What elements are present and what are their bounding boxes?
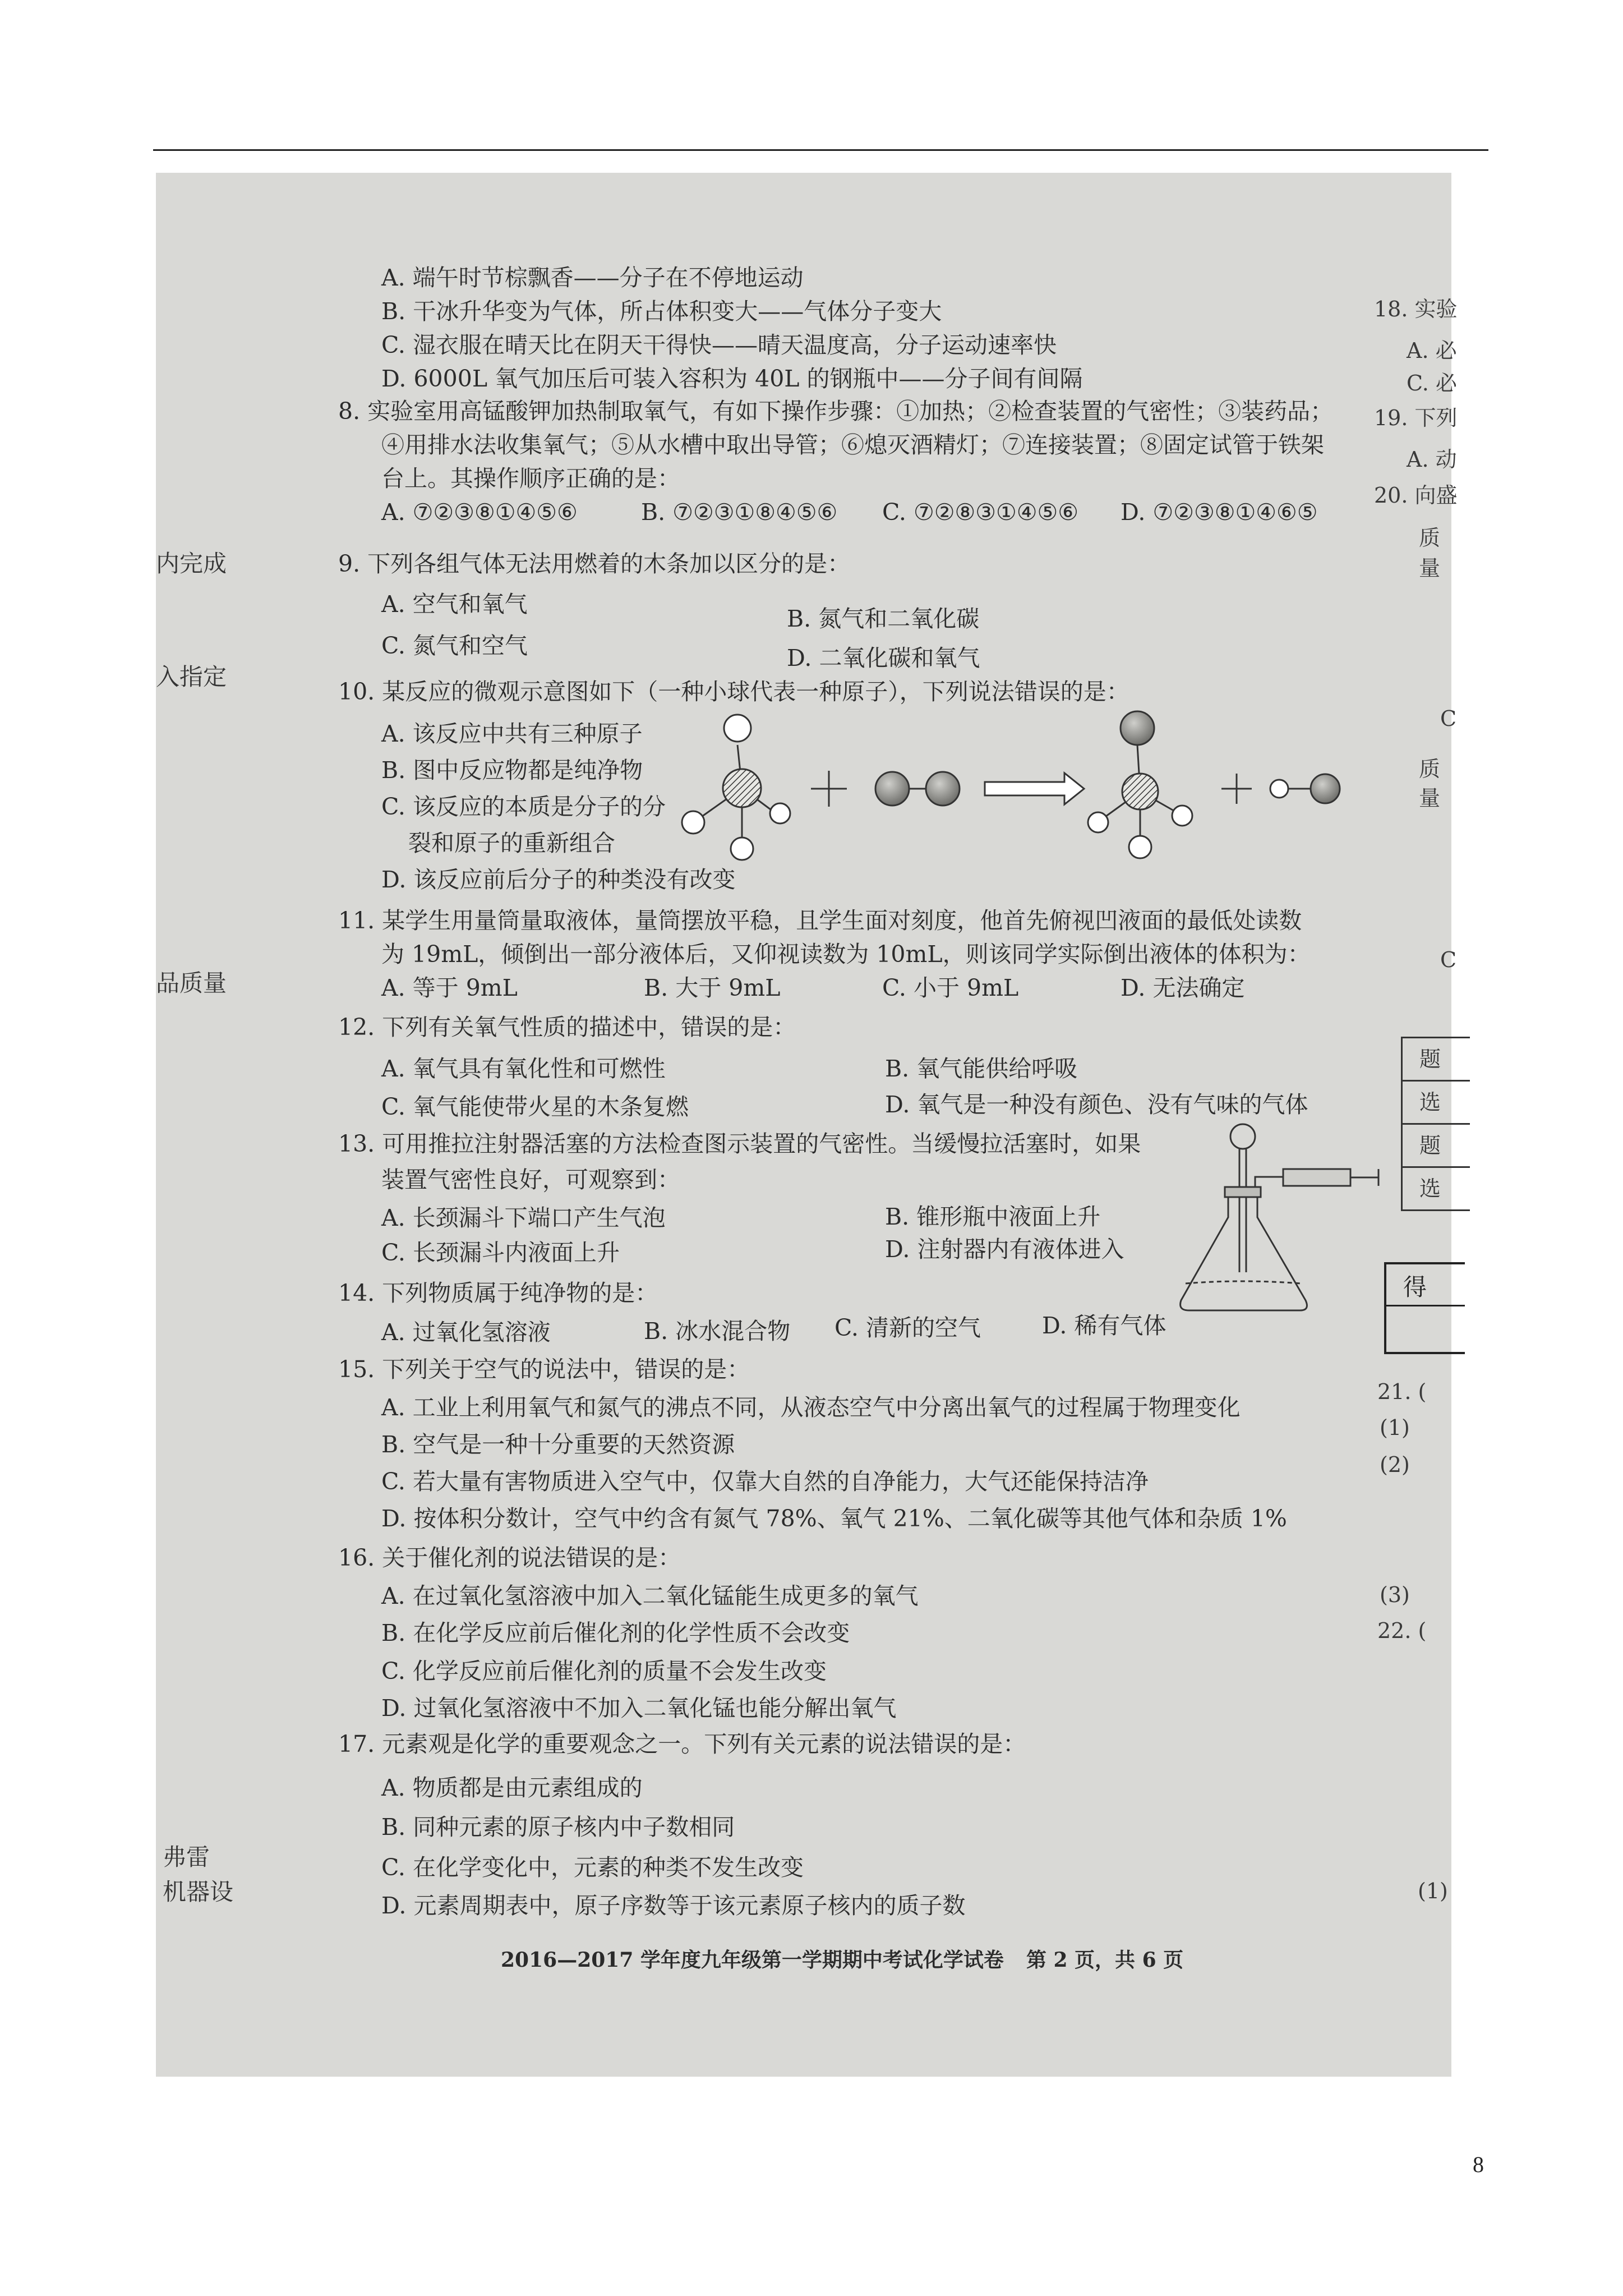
q10-stem: 10. 某反应的微观示意图如下（一种小球代表一种原子），下列说法错误的是： — [338, 678, 1129, 705]
q15-option-a: A. 工业上利用氧气和氮气的沸点不同，从液态空气中分离出氧气的过程属于物理变化 — [381, 1394, 1241, 1421]
q9-option-a: A. 空气和氧气 — [381, 591, 528, 618]
right-fragment: (1) — [1418, 1879, 1448, 1903]
q16-stem: 16. 关于催化剂的说法错误的是： — [338, 1544, 681, 1571]
answer-grid-fragment — [1401, 1037, 1470, 1211]
margin-fragment: 内完成 — [156, 550, 227, 577]
footer-title: 2016—2017 学年度九年级第一学期期中考试化学试卷 — [501, 1948, 1004, 1972]
margin-fragment: 品质量 — [156, 969, 227, 997]
q9-stem: 9. 下列各组气体无法用燃着的木条加以区分的是： — [338, 550, 851, 577]
answer-grid-cell: 选 — [1403, 1168, 1470, 1211]
airtightness-apparatus — [156, 173, 1451, 2077]
q15-stem: 15. 下列关于空气的说法中，错误的是： — [338, 1356, 750, 1383]
q7-option-c: C. 湿衣服在晴天比在阴天干得快——晴天温度高，分子运动速率快 — [381, 332, 1057, 358]
right-fragment: 18. 实验 — [1374, 297, 1458, 321]
q13-option-b: B. 锥形瓶中液面上升 — [885, 1203, 1101, 1230]
q14-option-c: C. 清新的空气 — [834, 1314, 981, 1341]
right-fragment: C. 必 — [1407, 371, 1457, 395]
q14-option-a: A. 过氧化氢溶液 — [381, 1319, 551, 1346]
q11-option-d: D. 无法确定 — [1121, 974, 1245, 1001]
q15-option-d: D. 按体积分数计，空气中约含有氮气 78%、氧气 21%、二氧化碳等其他气体和杂质 1% — [381, 1505, 1287, 1532]
q8-option-b: B. ⑦②③①⑧④⑤⑥ — [641, 499, 838, 526]
right-fragment: C — [1440, 706, 1457, 731]
q13-stem-line1: 13. 可用推拉注射器活塞的方法检查图示装置的气密性。当缓慢拉活塞时，如果 — [338, 1130, 1141, 1157]
right-fragment: (2) — [1380, 1452, 1410, 1477]
right-fragment: 量 — [1419, 556, 1441, 581]
q13-option-a: A. 长颈漏斗下端口产生气泡 — [381, 1204, 666, 1231]
page-number: 8 — [1473, 2152, 1484, 2177]
q11-stem-line2: 为 19mL，倾倒出一部分液体后，又仰视读数为 10mL，则该同学实际倒出液体的体积为： — [381, 941, 1311, 968]
q10-option-a: A. 该反应中共有三种原子 — [381, 720, 643, 747]
q17-option-a: A. 物质都是由元素组成的 — [381, 1774, 643, 1801]
q17-option-c: C. 在化学变化中，元素的种类不发生改变 — [381, 1854, 804, 1881]
q8-option-d: D. ⑦②③⑧①④⑥⑤ — [1121, 499, 1318, 526]
q7-option-d: D. 6000L 氧气加压后可装入容积为 40L 的钢瓶中——分子间有间隔 — [381, 365, 1083, 392]
margin-fragment: 弗雷 — [163, 1843, 210, 1871]
answer-grid-cell: 题 — [1403, 1125, 1470, 1168]
top-rule — [153, 149, 1488, 151]
margin-fragment: 机器设 — [163, 1878, 234, 1906]
right-fragment: C — [1440, 947, 1457, 972]
q8-stem-line2: ④用排水法收集氧气；⑤从水槽中取出导管；⑥熄灭酒精灯；⑦连接装置；⑧固定试管于铁架 — [381, 431, 1324, 458]
q9-option-d: D. 二氧化碳和氧气 — [787, 645, 980, 671]
right-fragment: 22. ( — [1377, 1618, 1427, 1643]
q16-option-b: B. 在化学反应前后催化剂的化学性质不会改变 — [381, 1619, 850, 1646]
q12-option-a: A. 氧气具有氧化性和可燃性 — [381, 1055, 666, 1082]
q11-option-b: B. 大于 9mL — [644, 974, 781, 1001]
right-fragment: 20. 向盛 — [1374, 483, 1458, 508]
q10-option-c-line1: C. 该反应的本质是分子的分 — [381, 793, 666, 820]
q14-option-d: D. 稀有气体 — [1042, 1312, 1166, 1339]
q16-option-c: C. 化学反应前后催化剂的质量不会发生改变 — [381, 1658, 827, 1685]
q15-option-c: C. 若大量有害物质进入空气中，仅靠大自然的自净能力，大气还能保持洁净 — [381, 1468, 1149, 1495]
q17-stem: 17. 元素观是化学的重要观念之一。下列有关元素的说法错误的是： — [338, 1731, 1026, 1757]
score-box-fragment — [1384, 1262, 1465, 1354]
q16-option-a: A. 在过氧化氢溶液中加入二氧化锰能生成更多的氧气 — [381, 1582, 919, 1609]
q7-option-a: A. 端午时节棕飘香——分子在不停地运动 — [381, 264, 804, 291]
q15-option-b: B. 空气是一种十分重要的天然资源 — [381, 1431, 735, 1458]
footer-page: 第 2 页，共 6 页 — [1026, 1948, 1184, 1972]
q17-option-d: D. 元素周期表中，原子序数等于该元素原子核内的质子数 — [381, 1892, 966, 1919]
q7-option-b: B. 干冰升华变为气体，所占体积变大——气体分子变大 — [381, 298, 942, 325]
right-fragment: 量 — [1419, 786, 1441, 811]
score-label: 得 — [1403, 1273, 1427, 1301]
q9-option-b: B. 氮气和二氧化碳 — [787, 605, 980, 632]
right-fragment: A. 必 — [1407, 338, 1457, 363]
answer-grid-cell: 选 — [1403, 1082, 1470, 1125]
q11-stem-line1: 11. 某学生用量筒量取液体，量筒摆放平稳，且学生面对刻度，他首先俯视凹液面的最低处读数 — [338, 907, 1302, 934]
q12-stem: 12. 下列有关氧气性质的描述中，错误的是： — [338, 1014, 796, 1041]
q14-stem: 14. 下列物质属于纯净物的是： — [338, 1280, 658, 1306]
score-divider — [1386, 1305, 1465, 1306]
q14-option-b: B. 冰水混合物 — [644, 1318, 791, 1345]
q12-option-c: C. 氧气能使带火星的木条复燃 — [381, 1093, 689, 1120]
answer-grid-cell: 题 — [1403, 1037, 1470, 1082]
q16-option-d: D. 过氧化氢溶液中不加入二氧化锰也能分解出氧气 — [381, 1695, 897, 1722]
q13-option-c: C. 长颈漏斗内液面上升 — [381, 1239, 620, 1266]
right-fragment: 质 — [1419, 526, 1441, 550]
q10-option-c-line2: 裂和原子的重新组合 — [408, 830, 615, 857]
q8-option-a: A. ⑦②③⑧①④⑤⑥ — [381, 499, 578, 526]
right-fragment: (1) — [1380, 1415, 1410, 1440]
exam-footer — [501, 1944, 1183, 1973]
margin-fragment: 入指定 — [156, 663, 227, 691]
q12-option-b: B. 氧气能供给呼吸 — [885, 1055, 1078, 1082]
right-fragment: 19. 下列 — [1374, 406, 1458, 430]
q8-stem-line3: 台上。其操作顺序正确的是： — [381, 465, 680, 492]
q10-option-b: B. 图中反应物都是纯净物 — [381, 757, 643, 784]
q8-option-c: C. ⑦②⑧③①④⑤⑥ — [882, 499, 1079, 526]
q8-stem-line1: 8. 实验室用高锰酸钾加热制取氧气，有如下操作步骤：①加热；②检查装置的气密性；③装药品； — [338, 398, 1334, 425]
q17-option-b: B. 同种元素的原子核内中子数相同 — [381, 1814, 735, 1841]
q11-option-a: A. 等于 9mL — [381, 974, 518, 1001]
q12-option-d: D. 氧气是一种没有颜色、没有气味的气体 — [885, 1091, 1308, 1118]
right-fragment: 21. ( — [1377, 1379, 1427, 1404]
right-fragment: 质 — [1419, 757, 1441, 781]
q13-option-d: D. 注射器内有液体进入 — [885, 1236, 1124, 1263]
right-fragment: (3) — [1380, 1582, 1410, 1607]
right-fragment: A. 动 — [1407, 447, 1457, 472]
scanned-exam-page — [156, 173, 1458, 2077]
q9-option-c: C. 氮气和空气 — [381, 632, 528, 659]
q10-option-d: D. 该反应前后分子的种类没有改变 — [381, 866, 736, 893]
q13-stem-line2: 装置气密性良好，可观察到： — [381, 1166, 680, 1193]
q11-option-c: C. 小于 9mL — [882, 974, 1019, 1001]
